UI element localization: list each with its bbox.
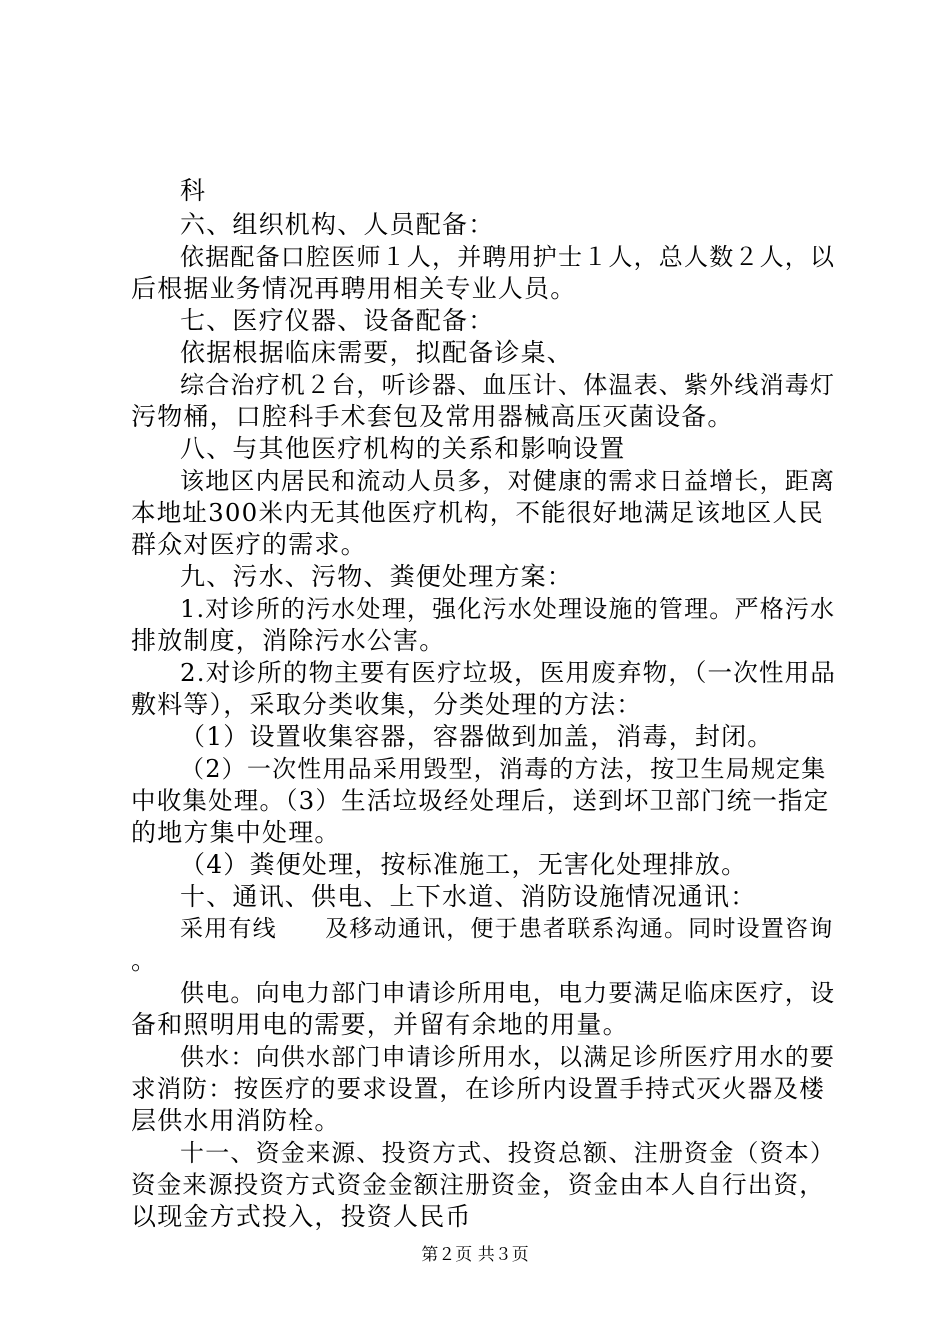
text-line: 中收集处理。（3）生活垃圾经处理后，送到坏卫部门统一指定 xyxy=(131,786,830,815)
section-heading: 十一、资金来源、投资方式、投资总额、注册资金（资本） xyxy=(180,1139,836,1167)
section-heading: 七、医疗仪器、设备配备： xyxy=(180,306,495,335)
section-heading: 九、污水、污物、粪便处理方案： xyxy=(180,562,574,591)
text-line: 本地址300米内无其他医疗机构，不能很好地满足该地区人民 xyxy=(131,498,824,527)
page-number-footer: 第２页 共３页 xyxy=(421,1245,529,1265)
text-line: 层供水用消防栓。 xyxy=(131,1106,341,1135)
text-line: 供电。向电力部门申请诊所用电，电力要满足临床医疗，设 xyxy=(180,979,836,1007)
text-line: 备和照明用电的需要，并留有余地的用量。 xyxy=(131,1010,629,1039)
section-heading: 八、与其他医疗机构的关系和影响设置 xyxy=(180,434,626,463)
text-line: 求消防：按医疗的要求设置，在诊所内设置手持式灭火器及楼 xyxy=(131,1074,825,1103)
text-line: （4）粪便处理，按标准施工，无害化处理排放。 xyxy=(180,850,748,879)
text-line: 该地区内居民和流动人员多，对健康的需求日益增长，距离 xyxy=(180,467,836,495)
section-heading: 六、组织机构、人员配备： xyxy=(180,210,495,239)
text-line: 依据根据临床需要，拟配备诊桌、 xyxy=(180,338,574,367)
text-line: 2.对诊所的物主要有医疗垃圾，医用废弃物，（一次性用品 xyxy=(180,658,837,687)
text-line: 的地方集中处理。 xyxy=(131,818,341,847)
text-line: 。 xyxy=(131,946,158,975)
text-line: 污物桶，口腔科手术套包及常用器械高压灭菌设备。 xyxy=(131,402,734,431)
section-heading: 十、通讯、供电、上下水道、消防设施情况通讯： xyxy=(180,882,757,911)
text-line: 敷料等），采取分类收集，分类处理的方法： xyxy=(131,690,643,719)
text-line: 后根据业务情况再聘用相关专业人员。 xyxy=(131,274,577,303)
text-line: 综合治疗机２台，听诊器、血压计、体温表、紫外线消毒灯 xyxy=(180,371,836,399)
text-line: 1.对诊所的污水处理，强化污水处理设施的管理。严格污水 xyxy=(180,595,836,623)
text-line: 资金来源投资方式资金金额注册资金，资金由本人自行出资， xyxy=(131,1170,825,1199)
text-line: 科 xyxy=(180,176,207,205)
text-line: 依据配备口腔医师１人，并聘用护士１人，总人数２人，以 xyxy=(180,243,836,271)
text-line: 采用有线 及移动通讯，便于患者联系沟通。同时设置咨询 xyxy=(180,916,834,942)
text-line: 排放制度，消除污水公害。 xyxy=(131,626,446,655)
text-line: 供水：向供水部门申请诊所用水，以满足诊所医疗用水的要 xyxy=(180,1043,836,1071)
text-line: 群众对医疗的需求。 xyxy=(131,530,367,559)
text-line: （1）设置收集容器，容器做到加盖，消毒，封闭。 xyxy=(180,722,774,751)
text-line: （2）一次性用品采用毁型，消毒的方法，按卫生局规定集 xyxy=(180,755,827,783)
text-line: 以现金方式投入，投资人民币 xyxy=(131,1202,472,1231)
